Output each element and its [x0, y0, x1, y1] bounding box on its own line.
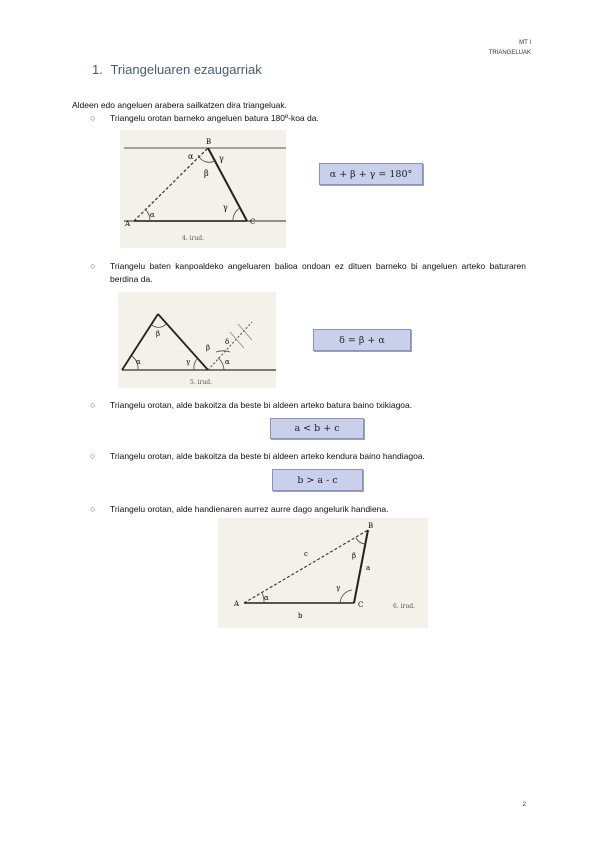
bullet-text: Triangelu orotan barneko angeluen batura 180º-koa da.	[110, 113, 319, 123]
vertex-C-label: C	[250, 218, 256, 226]
figure-5-caption: 5. irud.	[190, 379, 213, 386]
vertex-C-label: C	[358, 601, 364, 609]
bullet-item	[90, 450, 530, 463]
gamma-top-label: γ	[219, 154, 224, 163]
figure-6-drawing	[218, 518, 428, 628]
vertex-A-label: A	[234, 600, 240, 608]
bullet-item	[90, 112, 530, 125]
bullet-icon: ○	[90, 113, 96, 123]
alpha-label: α	[136, 358, 141, 366]
figure-5	[118, 292, 276, 388]
bullet-icon: ○	[90, 261, 96, 271]
alpha-label: α	[150, 211, 155, 219]
figure-6	[218, 518, 428, 628]
bullet-item	[90, 503, 530, 516]
alpha-label: α	[264, 594, 269, 602]
formula-inequality-difference: b > a - c	[272, 469, 363, 491]
bullet-text: Triangelu orotan, alde bakoitza da beste bi aldeen arteko kendura baino handiagoa.	[110, 451, 425, 461]
formula-inequality-sum: a < b + c	[270, 418, 364, 439]
beta-label: β	[352, 552, 357, 560]
figure-4-drawing	[120, 130, 286, 248]
section-title	[92, 62, 262, 77]
beta-exterior-label: β	[206, 344, 211, 352]
vertex-B-label: B	[206, 138, 212, 146]
page-number: 2	[522, 802, 526, 808]
alpha-top-label: α	[188, 152, 194, 161]
gamma-label: γ	[223, 203, 228, 212]
bullet-icon: ○	[90, 400, 96, 410]
bullet-text: Triangelu orotan, alde handienaren aurrez aurre dago angelurik handiena.	[110, 504, 389, 514]
gamma-label: γ	[336, 584, 341, 592]
figure-6-caption: 6. irud.	[393, 603, 416, 610]
delta-label: δ	[225, 338, 230, 346]
header-topic: TRIANGELUAK	[488, 50, 531, 56]
bullet-text: Triangelu baten kanpoaldeko angeluaren balioa ondoan ez dituen barneko bi angeluen arteko baturaren berdina da.	[110, 261, 526, 284]
figure-4	[120, 130, 286, 248]
beta-label: β	[204, 169, 209, 178]
side-a-label: a	[366, 564, 371, 572]
bullet-item	[90, 399, 530, 412]
formula-exterior-angle: δ = β + α	[313, 329, 411, 351]
section-number: 1.	[92, 62, 103, 77]
alpha-exterior-label: α	[225, 358, 230, 366]
vertex-A-label: A	[125, 220, 131, 228]
side-b-label: b	[298, 612, 303, 620]
page-header	[489, 38, 531, 58]
beta-label: β	[156, 330, 161, 338]
bullet-icon: ○	[90, 451, 96, 461]
intro-text: Aldeen edo angeluen arabera sailkatzen dira triangeluak.	[72, 100, 288, 110]
gamma-label: γ	[186, 358, 191, 366]
formula-angle-sum: α + β + γ = 180°	[319, 163, 423, 185]
vertex-B-label: B	[368, 522, 374, 530]
side-c-label: c	[304, 550, 308, 558]
section-title-text: Triangeluaren ezaugarriak	[110, 62, 262, 77]
bullet-item	[90, 260, 526, 286]
figure-4-caption: 4. irud.	[182, 235, 205, 242]
figure-5-drawing	[118, 292, 276, 388]
bullet-icon: ○	[90, 504, 96, 514]
bullet-text: Triangelu orotan, alde bakoitza da beste bi aldeen arteko batura baino txikiagoa.	[110, 400, 413, 410]
header-course: MT I	[519, 40, 531, 46]
